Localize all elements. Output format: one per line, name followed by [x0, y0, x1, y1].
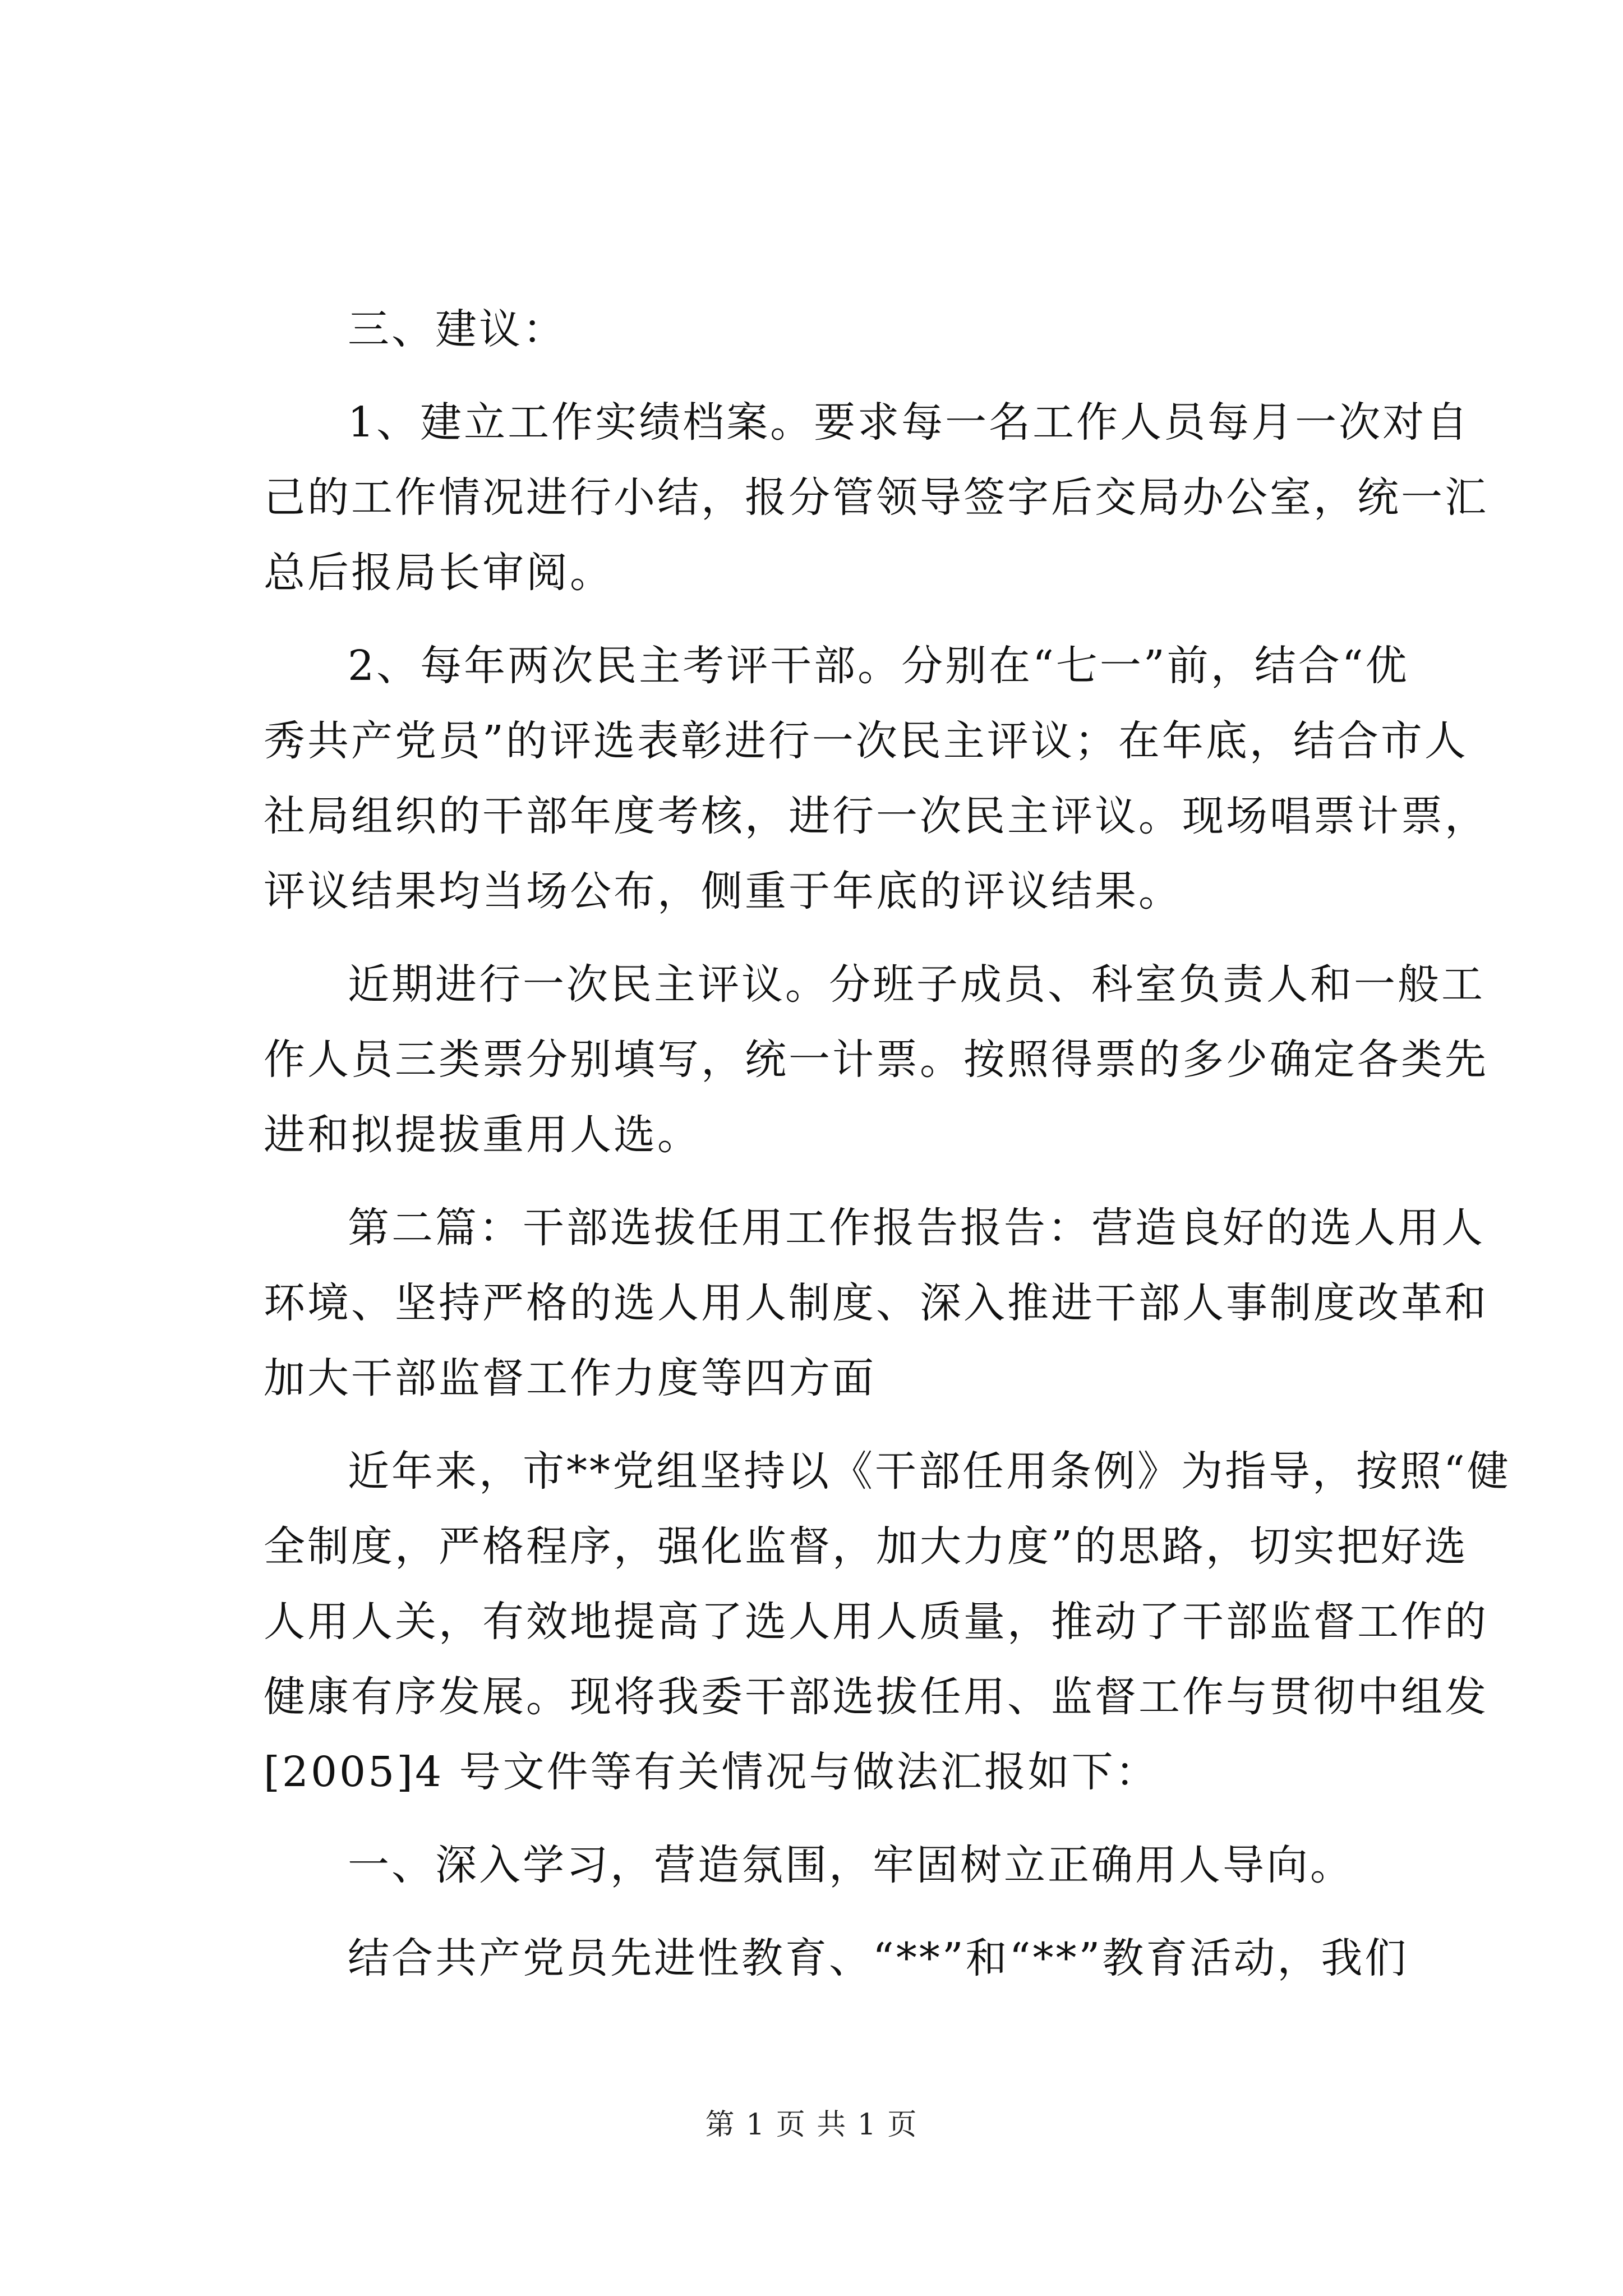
paragraph-line: 近年来，市**党组坚持以《干部任用条例》为指导，按照“健: [348, 1447, 1511, 1496]
paragraph-line: 评议结果均当场公布，侧重于年底的评议结果。: [264, 867, 1182, 915]
document-body: [264, 292, 1511, 1996]
paragraph-line: [2005]4 号文件等有关情况与做法汇报如下：: [264, 1748, 1159, 1796]
paragraph-line: 结合共产党员先进性教育、“**”和“**”教育活动，我们: [348, 1934, 1409, 1982]
paragraph-line: 己的工作情况进行小结，报分管领导签字后交局办公室，统一汇: [264, 473, 1488, 522]
paragraph-line: 进和拟提拔重用人选。: [264, 1111, 701, 1159]
page-indicator: 第 1 页 共 1 页: [705, 2108, 918, 2142]
paragraph-line: 社局组织的干部年度考核，进行一次民主评议。现场唱票计票，: [264, 792, 1488, 840]
part-two-title-line: 环境、坚持严格的选人用人制度、深入推进干部人事制度改革和: [264, 1279, 1488, 1327]
section-heading-suggestions: 三、建议：: [348, 305, 566, 353]
paragraph-line: 2、每年两次民主考评干部。分别在“七一”前，结合“优: [348, 642, 1409, 690]
section-heading-one: 一、深入学习，营造氛围，牢固树立正确用人导向。: [348, 1841, 1354, 1889]
part-two-title-line: 加大干部监督工作力度等四方面: [264, 1354, 876, 1402]
paragraph-line: 人用人关，有效地提高了选人用人质量，推动了干部监督工作的: [264, 1598, 1488, 1646]
paragraph-line: 秀共产党员”的评选表彰进行一次民主评议；在年底，结合市人: [264, 717, 1468, 765]
page-footer: [0, 2101, 1623, 2143]
paragraph-line: 1、建立工作实绩档案。要求每一名工作人员每月一次对自: [348, 398, 1470, 447]
paragraph-line: 健康有序发展。现将我委干部选拔任用、监督工作与贯彻中组发: [264, 1673, 1488, 1721]
paragraph-line: 作人员三类票分别填写，统一计票。按照得票的多少确定各类先: [264, 1036, 1488, 1084]
paragraph-line: 全制度，严格程序，强化监督，加大力度”的思路，切实把好选: [264, 1522, 1468, 1571]
paragraph-line: 总后报局长审阅。: [264, 549, 614, 597]
part-two-title-line: 第二篇：干部选拔任用工作报告报告：营造良好的选人用人: [348, 1204, 1485, 1252]
paragraph-line: 近期进行一次民主评议。分班子成员、科室负责人和一般工: [348, 960, 1485, 1009]
